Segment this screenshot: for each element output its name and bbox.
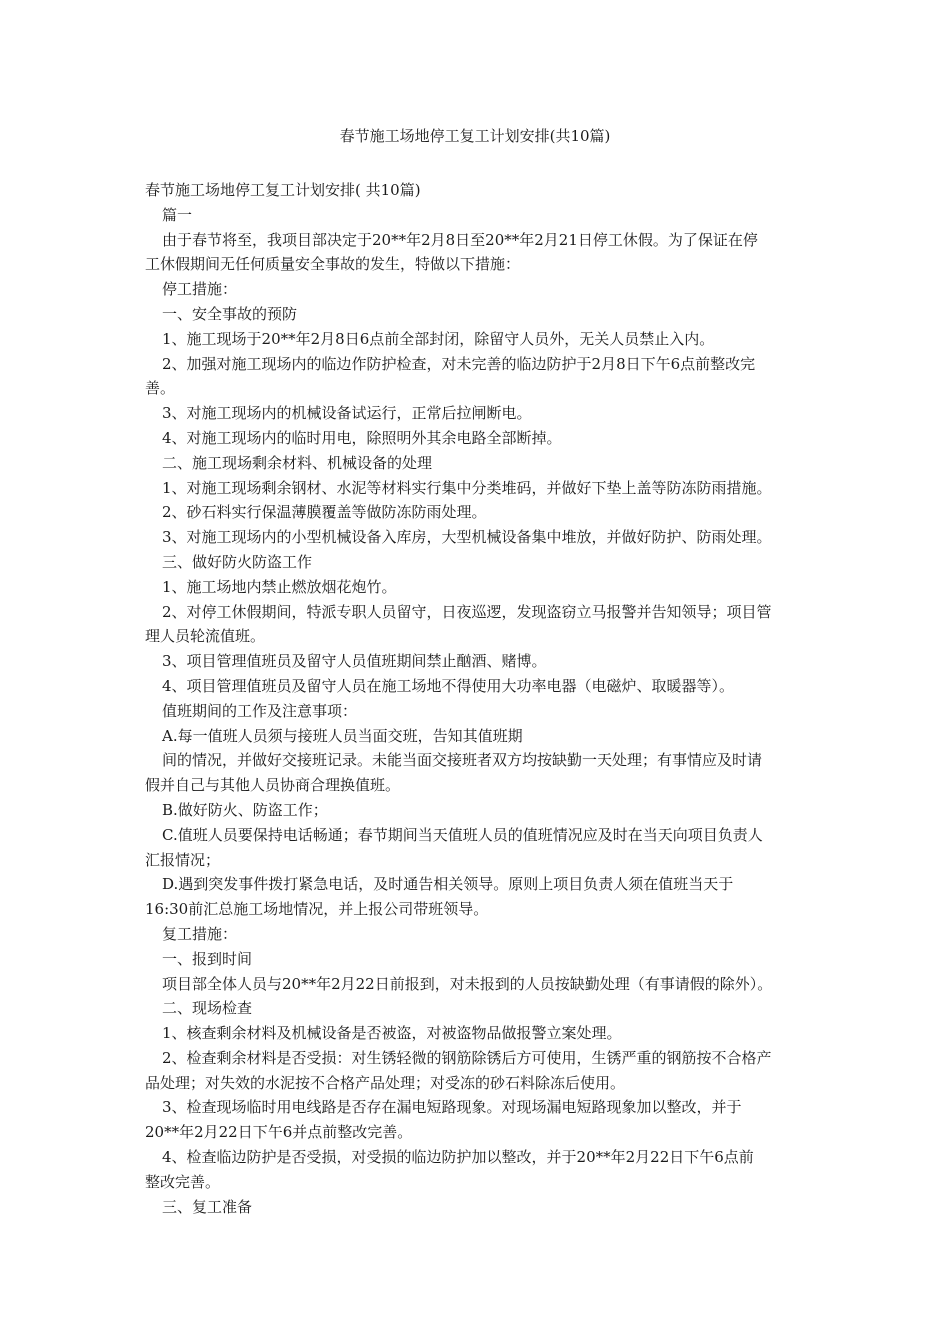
text-line: 3、对施工现场内的机械设备试运行，正常后拉闸断电。 <box>162 404 532 423</box>
text-line: 4、对施工现场内的临时用电，除照明外其余电路全部断掉。 <box>162 428 562 447</box>
text-line: A.每一值班人员须与接班人员当面交班，告知其值班期 <box>162 726 523 745</box>
text-line: 由于春节将至，我项目部决定于20**年2月8日至20**年2月21日停工休假。为了保证在停 <box>162 230 758 249</box>
text-line: 春节施工场地停工复工计划安排( 共10篇) <box>145 181 421 199</box>
text-line: 工休假期间无任何质量安全事故的发生，特做以下措施： <box>145 255 521 274</box>
text-line: 4、项目管理值班员及留守人员在施工场地不得使用大功率电器（电磁炉、取暖器等）。 <box>162 676 735 695</box>
text-line: 4、检查临边防护是否受损，对受损的临边防护加以整改，并于20**年2月22日下午6点前 <box>162 1148 754 1167</box>
text-line: 2、加强对施工现场内的临边作防护检查，对未完善的临边防护于2月8日下午6点前整改完 <box>162 354 756 373</box>
text-line: 善。 <box>145 379 176 398</box>
text-line: 1、施工现场于20**年2月8日6点前全部封闭，除留守人员外，无关人员禁止入内。 <box>162 329 715 348</box>
text-line: 品处理；对失效的水泥按不合格产品处理；对受冻的砂石料除冻后使用。 <box>145 1073 626 1092</box>
text-line: 理人员轮流值班。 <box>145 627 266 646</box>
text-line: 间的情况，并做好交接班记录。未能当面交接班者双方均按缺勤一天处理；有事情应及时请 <box>162 751 763 770</box>
text-line: C.值班人员要保持电话畅通；春节期间当天值班人员的值班情况应及时在当天向项目负责人 <box>162 825 763 844</box>
text-line: 1、对施工现场剩余钢材、水泥等材料实行集中分类堆码，并做好下垫上盖等防冻防雨措施。 <box>162 478 772 497</box>
text-line: 整改完善。 <box>145 1172 221 1191</box>
text-line: 篇一 <box>162 205 193 224</box>
text-line: 3、检查现场临时用电线路是否存在漏电短路现象。对现场漏电短路现象加以整改，并于 <box>162 1098 742 1117</box>
text-line: 停工措施： <box>162 280 238 299</box>
text-line: 一、报到时间 <box>162 949 253 968</box>
document-title: 春节施工场地停工复工计划安排(共10篇) <box>339 127 611 145</box>
text-line: 复工措施： <box>162 924 238 943</box>
document-body <box>145 178 810 1219</box>
text-line: 三、做好防火防盗工作 <box>162 552 313 571</box>
text-line: 3、项目管理值班员及留守人员值班期间禁止酗酒、赌博。 <box>162 652 547 671</box>
text-line: 汇报情况； <box>145 850 221 869</box>
text-line: 3、对施工现场内的小型机械设备入库房，大型机械设备集中堆放，并做好防护、防雨处理。 <box>162 528 772 547</box>
text-line: 值班期间的工作及注意事项： <box>162 701 358 720</box>
text-line: 1、核查剩余材料及机械设备是否被盗，对被盗物品做报警立案处理。 <box>162 1024 622 1043</box>
text-line: 1、施工场地内禁止燃放烟花炮竹。 <box>162 577 397 596</box>
text-line: 三、复工准备 <box>162 1197 253 1216</box>
text-line: 2、砂石料实行保温薄膜覆盖等做防冻防雨处理。 <box>162 503 487 522</box>
text-line: 一、安全事故的预防 <box>162 304 298 323</box>
text-line: 16:30前汇总施工场地情况，并上报公司带班领导。 <box>145 900 489 919</box>
text-line: D.遇到突发事件拨打紧急电话，及时通告相关领导。原则上项目负责人须在值班当天于 <box>162 875 734 894</box>
text-line: 2、检查剩余材料是否受损：对生锈轻微的钢筋除锈后方可使用，生锈严重的钢筋按不合格产 <box>162 1048 772 1067</box>
text-line: 项目部全体人员与20**年2月22日前报到，对未报到的人员按缺勤处理（有事请假的除外）。 <box>162 974 773 993</box>
text-line: 20**年2月22日下午6并点前整改完善。 <box>145 1123 413 1142</box>
text-line: 2、对停工休假期间，特派专职人员留守，日夜巡逻，发现盗窃立马报警并告知领导；项目管 <box>162 602 772 621</box>
text-line: 假并自己与其他人员协商合理换值班。 <box>145 776 401 795</box>
text-line: B.做好防火、防盗工作； <box>162 800 328 819</box>
text-line: 二、现场检查 <box>162 999 253 1018</box>
text-line: 二、施工现场剩余材料、机械设备的处理 <box>162 453 433 472</box>
